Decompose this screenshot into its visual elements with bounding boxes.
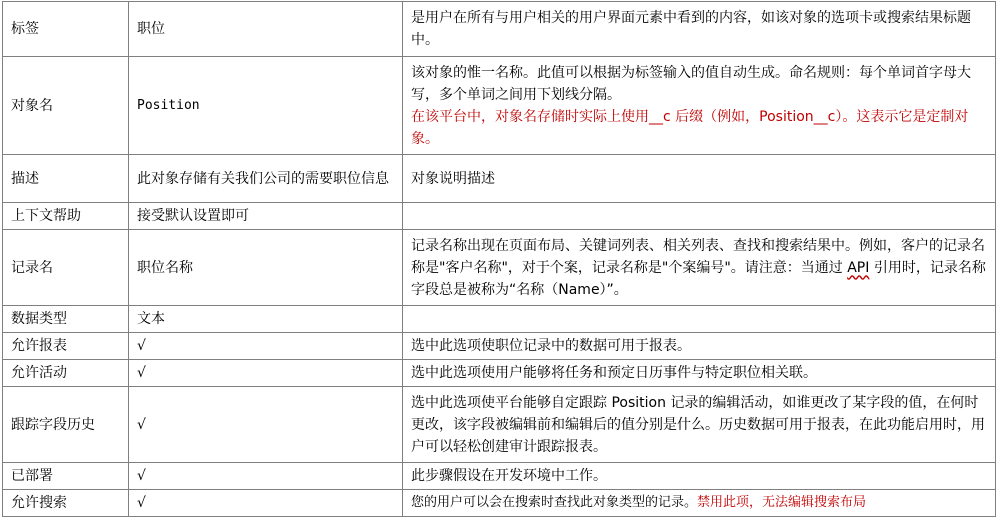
table-row bbox=[3, 360, 996, 387]
table-row bbox=[3, 306, 996, 333]
value-cell: 文本 bbox=[129, 306, 403, 333]
value-cell: 职位 bbox=[129, 2, 403, 57]
table-row bbox=[3, 333, 996, 360]
label-cell: 数据类型 bbox=[3, 306, 129, 333]
checkmark-cell: √ bbox=[129, 387, 403, 463]
table-row bbox=[3, 387, 996, 463]
description-text: 您的用户可以会在搜索时查找此对象类型的记录。 bbox=[411, 495, 698, 510]
description-note: 禁用此项，无法编辑搜索布局 bbox=[697, 495, 867, 510]
description-cell: 此步骤假设在开发环境中工作。 bbox=[403, 463, 996, 490]
description-cell: 对象说明描述 bbox=[403, 155, 996, 203]
object-settings-table bbox=[2, 1, 996, 517]
value-cell: Position bbox=[129, 57, 403, 155]
label-cell: 上下文帮助 bbox=[3, 203, 129, 230]
table-row bbox=[3, 463, 996, 490]
table-row bbox=[3, 203, 996, 230]
label-cell: 跟踪字段历史 bbox=[3, 387, 129, 463]
checkmark-cell: √ bbox=[129, 490, 403, 517]
description-cell bbox=[403, 230, 996, 306]
checkmark-cell: √ bbox=[129, 360, 403, 387]
description-text: 记录名称出现在页面布局、关键词列表、相关列表、查找和搜索结果中。例如，客户的记录名称是"客户名称"，对于个案，记录名称是"个案编号"。请注意：当通过 bbox=[411, 237, 985, 276]
api-term: API bbox=[847, 259, 870, 276]
table-row bbox=[3, 2, 996, 57]
description-text: 该对象的惟一名称。此值可以根据为标签输入的值自动生成。命名规则：每个单词首字母大写，多个单词之间用下划线分隔。 bbox=[411, 64, 971, 103]
value-cell: 职位名称 bbox=[129, 230, 403, 306]
description-cell bbox=[403, 490, 996, 517]
value-cell: 接受默认设置即可 bbox=[129, 203, 403, 230]
table-row bbox=[3, 57, 996, 155]
value-cell: 此对象存储有关我们公司的需要职位信息 bbox=[129, 155, 403, 203]
description-cell: 选中此选项使用户能够将任务和预定日历事件与特定职位相关联。 bbox=[403, 360, 996, 387]
description-cell: 选中此选项使职位记录中的数据可用于报表。 bbox=[403, 333, 996, 360]
table-row bbox=[3, 155, 996, 203]
description-cell bbox=[403, 203, 996, 230]
label-cell: 允许搜索 bbox=[3, 490, 129, 517]
description-cell bbox=[403, 306, 996, 333]
label-cell: 允许活动 bbox=[3, 360, 129, 387]
table-row bbox=[3, 490, 996, 517]
description-cell bbox=[403, 57, 996, 155]
description-note: 在该平台中，对象名存储时实际上使用__c 后缀（例如，Position__c）。这表示它是定制对象。 bbox=[411, 108, 969, 147]
label-cell: 对象名 bbox=[3, 57, 129, 155]
description-cell: 是用户在所有与用户相关的用户界面元素中看到的内容，如该对象的选项卡或搜索结果标题中。 bbox=[403, 2, 996, 57]
label-cell: 允许报表 bbox=[3, 333, 129, 360]
checkmark-cell: √ bbox=[129, 333, 403, 360]
checkmark-cell: √ bbox=[129, 463, 403, 490]
label-cell: 已部署 bbox=[3, 463, 129, 490]
label-cell: 记录名 bbox=[3, 230, 129, 306]
label-cell: 标签 bbox=[3, 2, 129, 57]
description-cell: 选中此选项使平台能够自定跟踪 Position 记录的编辑活动，如谁更改了某字段的值，在何时更改，该字段被编辑前和编辑后的值分别是什么。历史数据可用于报表，在此功能启用时，用户可以轻松创建审计跟踪报表。 bbox=[403, 387, 996, 463]
label-cell: 描述 bbox=[3, 155, 129, 203]
description-text: 引用时，记录名称字段总是被称为“名称（Name）”。 bbox=[411, 259, 986, 298]
table-row bbox=[3, 230, 996, 306]
